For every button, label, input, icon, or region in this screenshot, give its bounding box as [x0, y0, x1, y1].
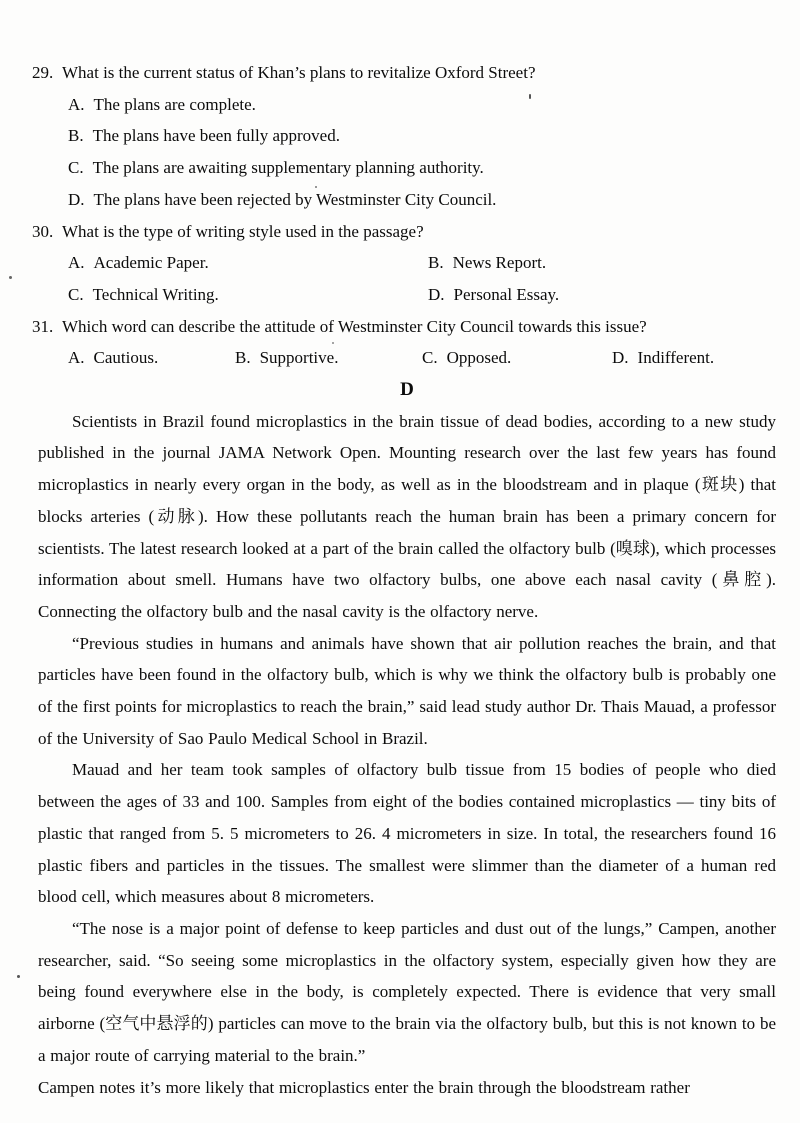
option-label: B. — [68, 126, 84, 146]
option-b — [235, 342, 422, 374]
question-31-line — [32, 311, 776, 343]
option-d — [428, 279, 776, 311]
question-number: 30. — [32, 221, 54, 241]
option-text: Supportive. — [259, 348, 339, 368]
option-label: C. — [68, 284, 84, 304]
option-label: A. — [68, 348, 85, 368]
option-c — [422, 342, 612, 374]
question-number: 31. — [32, 316, 54, 336]
option-text: News Report. — [452, 253, 547, 273]
question-30-line — [32, 216, 776, 248]
option-a — [68, 247, 428, 279]
option-text: The plans have been fully approved. — [92, 126, 340, 146]
passage-paragraph-5-clipped: Campen notes it’s more likely that microplastics enter the brain through the bloodstream rather — [38, 1077, 690, 1097]
option-label: A. — [68, 253, 85, 273]
option-label: A. — [68, 94, 85, 114]
page-content — [32, 0, 776, 1103]
passage-paragraph-2: “Previous studies in humans and animals have shown that air pollution reaches the brain, and that particles have been found in the olfactory bulb, which is why we think the olfactory bulb is probably one of the first points for microplastics to reach the brain,” said lead study author Dr. Thais Mauad, a professor of the University of Sao Paulo Medical School in Brazil. — [38, 633, 776, 748]
option-d — [38, 184, 776, 216]
question-30-options — [38, 247, 776, 310]
option-text: The plans are complete. — [93, 94, 256, 114]
scan-speck — [529, 94, 531, 99]
scan-speck — [332, 342, 334, 344]
option-text: The plans have been rejected by Westminster City Council. — [93, 189, 497, 209]
section-heading: D — [400, 379, 414, 401]
option-d — [612, 342, 776, 374]
option-label: C. — [422, 348, 438, 368]
question-31-options — [38, 342, 776, 374]
scan-speck — [315, 186, 317, 188]
question-number: 29. — [32, 63, 54, 82]
reading-passage — [38, 406, 776, 1103]
option-label: D. — [612, 348, 629, 368]
option-text: The plans are awaiting supplementary planning authority. — [92, 158, 484, 178]
option-text: Opposed. — [446, 348, 512, 368]
question-30 — [32, 216, 776, 311]
question-29-line — [32, 57, 776, 89]
option-text: Cautious. — [93, 348, 159, 368]
option-label: B. — [428, 253, 444, 273]
scan-speck — [9, 276, 12, 279]
option-a — [38, 89, 776, 121]
option-c — [38, 152, 776, 184]
option-label: B. — [235, 348, 251, 368]
passage-paragraph-3: Mauad and her team took samples of olfactory bulb tissue from 15 bodies of people who died between the ages of 33 and 100. Samples from eight of the bodies contained microplastics — tiny bits of plastic that ranged from 5. 5 micrometers to 26. 4 micrometers in size. In total, the researchers found 16 plastic fibers and particles in the tissues. The smallest were slimmer than the diameter of a human red blood cell, which measures about 8 micrometers. — [38, 760, 776, 907]
passage-paragraph-4: “The nose is a major point of defense to keep particles and dust out of the lungs,” Campen, another researcher, said. “So seeing some microplastics in the olfactory system, especially given how they are being found everywhere else in the body, is completely expected. There is evidence that very small airborne (空气中悬浮的) particles can move to the brain via the olfactory bulb, but this is not known to be a major route of carrying material to the brain.” — [38, 918, 776, 1065]
option-text: Technical Writing. — [92, 284, 219, 304]
question-29-options — [38, 89, 776, 216]
option-b — [38, 120, 776, 152]
option-b — [428, 247, 776, 279]
question-text: What is the current status of Khan’s plans to revitalize Oxford Street? — [62, 63, 536, 82]
question-text: What is the type of writing style used in the passage? — [62, 221, 424, 241]
question-text: Which word can describe the attitude of Westminster City Council towards this issue? — [62, 316, 647, 336]
option-label: C. — [68, 158, 84, 178]
passage-paragraph-1: Scientists in Brazil found microplastics in the brain tissue of dead bodies, according to a new study published in the journal JAMA Network Open. Mounting research over the last few years has found microplastics in nearly every organ in the body, as well as in the bloodstream and in plaque (斑块) that blocks arteries (动脉). How these pollutants reach the human brain has been a primary concern for scientists. The latest research looked at a part of the brain called the olfactory bulb (嗅球), which processes information about smell. Humans have two olfactory bulbs, one above each nasal cavity (鼻腔). Connecting the olfactory bulb and the nasal cavity is the olfactory nerve. — [38, 411, 776, 621]
question-29 — [32, 57, 776, 216]
option-label: D. — [428, 284, 445, 304]
option-c — [68, 279, 428, 311]
scan-speck — [17, 975, 20, 978]
question-31 — [32, 311, 776, 374]
option-a — [68, 342, 235, 374]
option-text: Indifferent. — [637, 348, 715, 368]
option-text: Personal Essay. — [453, 284, 560, 304]
option-text: Academic Paper. — [93, 253, 209, 273]
option-label: D. — [68, 189, 85, 209]
